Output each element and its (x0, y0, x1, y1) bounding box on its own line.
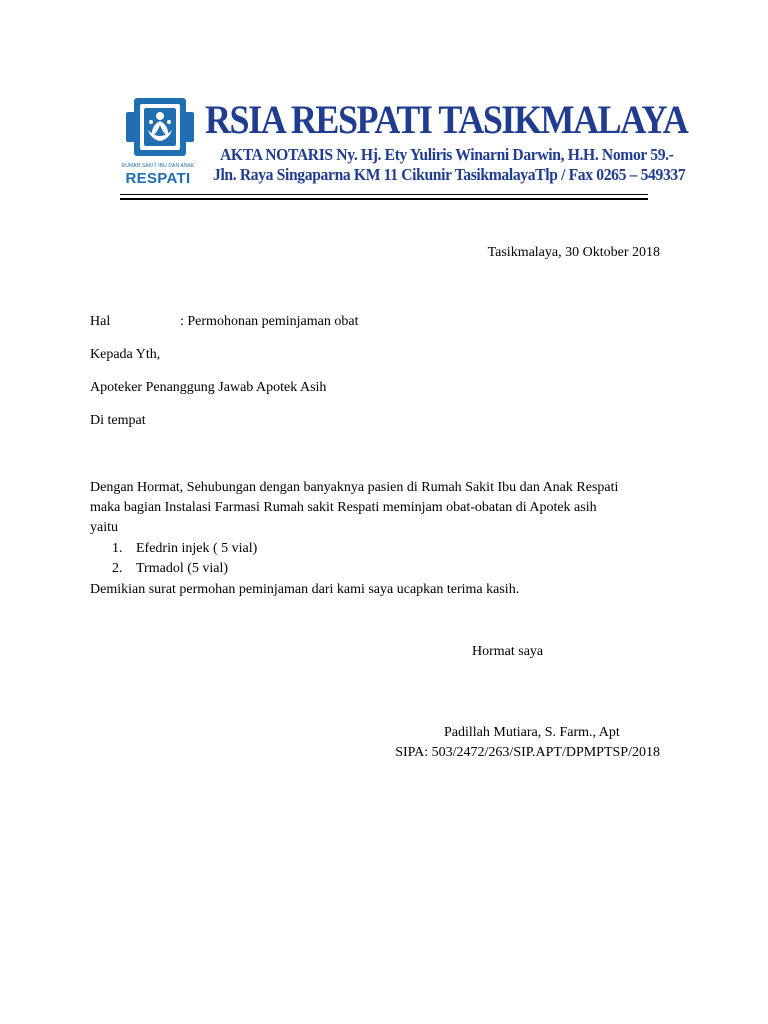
subject-value: : Permohonan peminjaman obat (180, 314, 359, 329)
recipient-name: Apoteker Penanggung Jawab Apotek Asih (90, 380, 327, 395)
logo-caption: RUMAH SAKIT IBU DAN ANAK (121, 163, 195, 169)
list-item-text: Efedrin injek ( 5 vial) (136, 541, 258, 556)
list-item-number: 1. (112, 541, 123, 556)
hospital-logo (120, 94, 196, 192)
header-divider-thick (120, 198, 648, 200)
signer-name: Padillah Mutiara, S. Farm., Apt (444, 725, 620, 740)
letter-date: Tasikmalaya, 30 Oktober 2018 (487, 245, 660, 260)
list-item-number: 2. (112, 561, 123, 576)
closing-sentence: Demikian surat permohan peminjaman dari kami saya ucapkan terima kasih. (90, 582, 520, 597)
logo-brand: RESPATI (125, 170, 191, 187)
body-line: maka bagian Instalasi Farmasi Rumah sakit Respati meminjam obat-obatan di Apotek asih (90, 500, 597, 515)
regards: Hormat saya (472, 644, 544, 659)
respati-emblem-icon (120, 94, 196, 162)
list-item-text: Trmadol (5 vial) (136, 561, 229, 576)
hospital-name: RSIA RESPATI TASIKMALAYA (205, 97, 688, 142)
header-divider-thin (120, 194, 648, 195)
body-line: Dengan Hormat, Sehubungan dengan banyaknya pasien di Rumah Sakit Ibu dan Anak Respati (90, 480, 619, 495)
recipient-place: Di tempat (90, 413, 146, 428)
address-line: Jln. Raya Singaparna KM 11 Cikunir TasikmalayaTlp / Fax 0265 – 549337 (213, 165, 686, 184)
subject-label: Hal (90, 314, 111, 329)
body-paragraph (90, 478, 670, 538)
notary-line: AKTA NOTARIS Ny. Hj. Ety Yuliris Winarni Darwin, H.H. Nomor 59.- (220, 145, 674, 164)
signer-sipa: SIPA: 503/2472/263/SIP.APT/DPMPTSP/2018 (395, 745, 660, 760)
body-line: yaitu (90, 520, 118, 535)
recipient-greeting: Kepada Yth, (90, 347, 161, 362)
